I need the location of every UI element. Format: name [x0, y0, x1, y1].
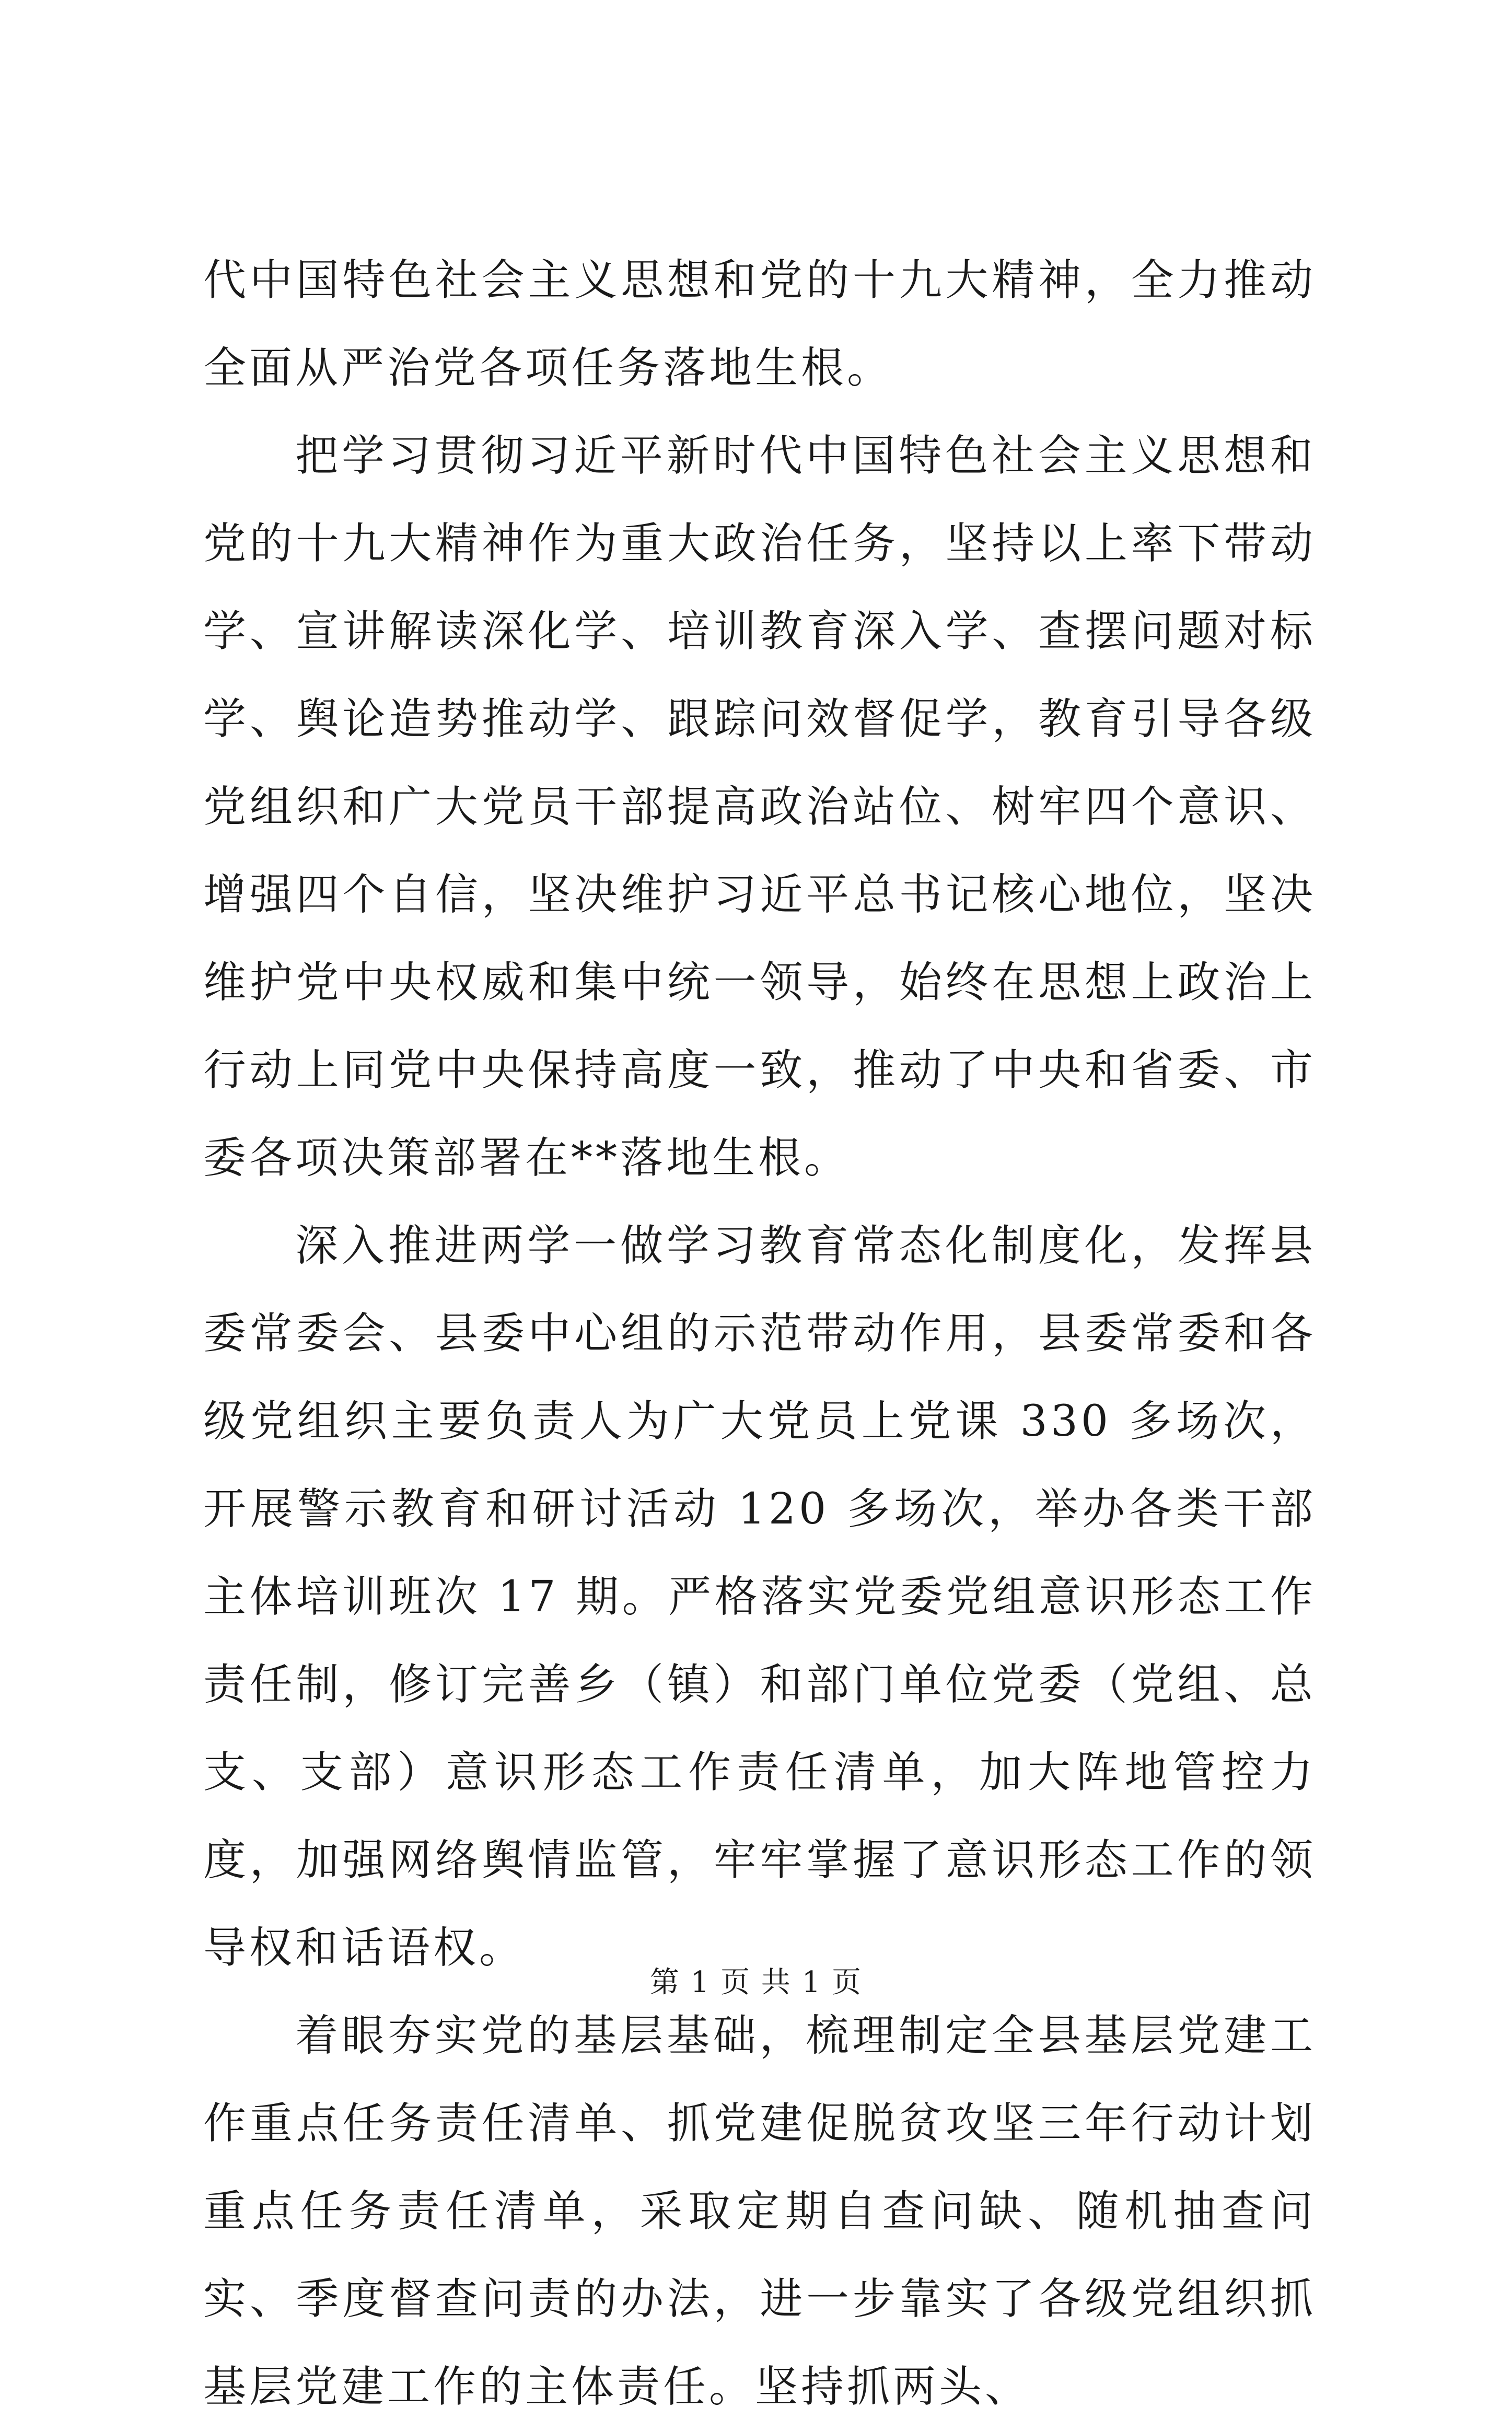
- paragraph-grassroots-foundation: 着眼夯实党的基层基础，梳理制定全县基层党建工作重点任务责任清单、抓党建促脱贫攻坚三年行动计划重点任务责任清单，采取定期自查问缺、随机抽查问实、季度督查问责的办法，进一步靠实了各级党组织抓基层党建工作的主体责任。坚持抓两头、: [203, 2011, 1316, 2412]
- page-number-footer: 第 1 页 共 1 页: [649, 1965, 863, 1999]
- paragraph-study-implementation: 把学习贯彻习近平新时代中国特色社会主义思想和党的十九大精神作为重大政治任务，坚持以上率下带动学、宣讲解读深化学、培训教育深入学、查摆问题对标学、舆论造势推动学、跟踪问效督促学，教育引导各级党组织和广大党员干部提高政治站位、树牢四个意识、增强四个自信，坚决维护习近平总书记核心地位，坚决维护党中央权威和集中统一领导，始终在思想上政治上行动上同党中央保持高度一致，推动了中央和省委、市委各项决策部署在**落地生根。: [203, 431, 1316, 1183]
- paragraph-two-studies-one-action: 深入推进两学一做学习教育常态化制度化，发挥县委常委会、县委中心组的示范带动作用，县委常委和各级党组织主要负责人为广大党员上党课 330 多场次，开展警示教育和研讨活动 120 多场次，举办各类干部主体培训班次 17 期。严格落实党委党组意识形态工作责任制，修订完善乡（镇）和部门单位党委（党组、总支、支部）意识形态工作责任清单，加大阵地管控力度，加强网络舆情监管，牢牢掌握了意识形态工作的领导权和话语权。: [203, 1221, 1316, 1973]
- paragraph-continuation: 代中国特色社会主义思想和党的十九大精神，全力推动全面从严治党各项任务落地生根。: [203, 255, 1316, 393]
- document-body: [203, 237, 1316, 2431]
